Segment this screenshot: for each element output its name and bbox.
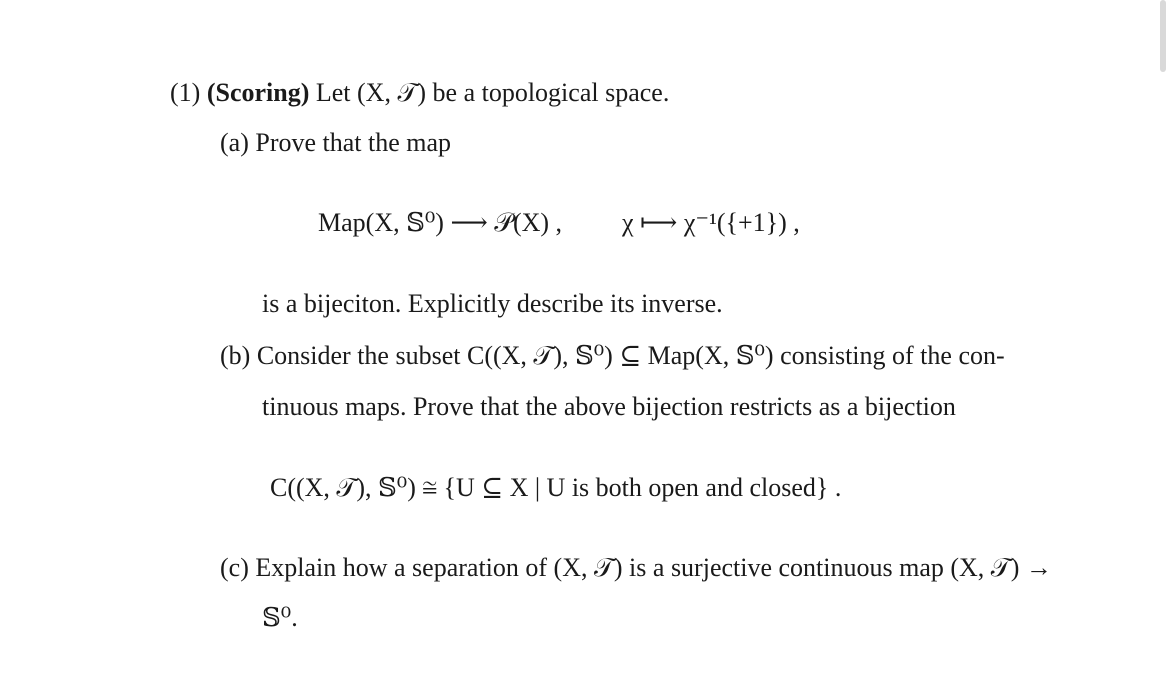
part-b-line1: [220, 340, 1005, 372]
part-a-label: (a): [220, 128, 249, 157]
problem-number: (1): [170, 78, 201, 107]
part-a-formula-left: Map(X, 𝕊⁰) ⟶ 𝒫(X) ,: [318, 208, 563, 237]
part-a-line: [220, 127, 451, 159]
part-b-label: (b): [220, 341, 251, 370]
scrollbar[interactable]: [1160, 0, 1166, 72]
problem-intro: Let (X, 𝒯) be a topological space.: [315, 78, 670, 107]
part-a-text-after: is a bijeciton. Explicitly describe its inverse.: [262, 289, 723, 318]
problem-header: [170, 77, 669, 109]
part-b-text-line1: Consider the subset C((X, 𝒯), 𝕊⁰) ⊆ Map(X, 𝕊⁰) consisting of the con-: [256, 341, 1005, 370]
part-c-line1: [220, 552, 1052, 584]
part-c-text-line1: Explain how a separation of (X, 𝒯) is a surjective continuous map (X, 𝒯) →: [255, 553, 1052, 582]
part-b-text-line2: tinuous maps. Prove that the above bijection restricts as a bijection: [262, 392, 956, 421]
part-b-formula: C((X, 𝒯), 𝕊⁰) ≅ {U ⊆ X | U is both open and closed} .: [270, 473, 842, 502]
part-c-label: (c): [220, 553, 249, 582]
part-a-formula-right: χ ⟼ χ⁻¹({+1}) ,: [622, 208, 800, 237]
part-a-text: Prove that the map: [255, 128, 452, 157]
problem-title: (Scoring): [206, 78, 310, 107]
part-c-text-line2: 𝕊⁰.: [262, 603, 298, 632]
